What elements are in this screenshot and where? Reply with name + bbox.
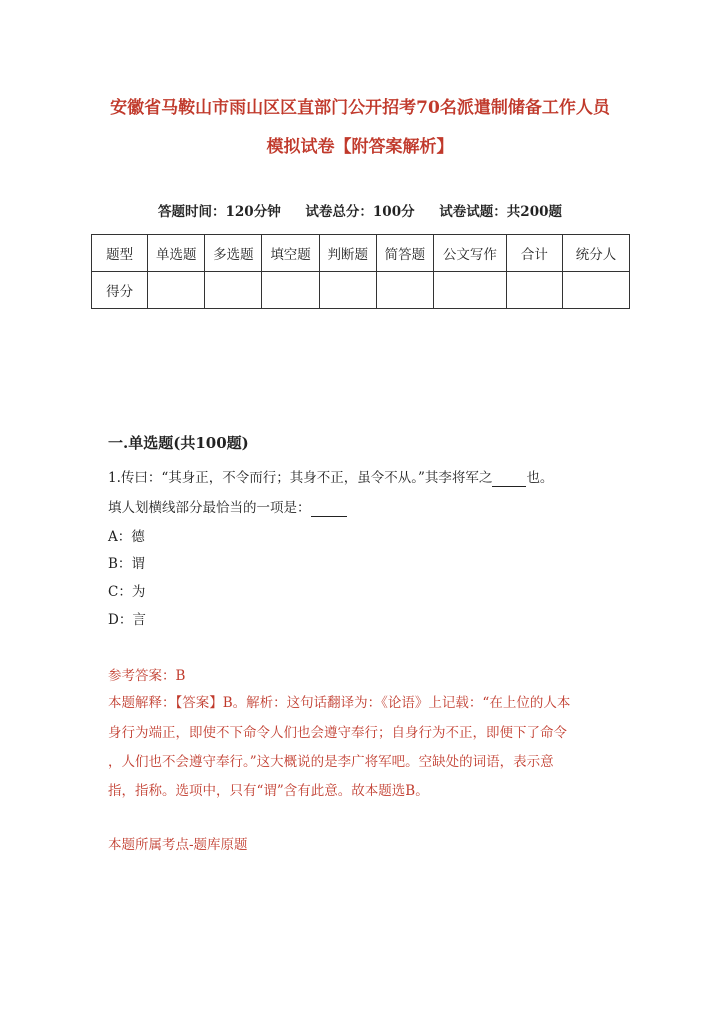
question-prompt: 填人划横线部分最恰当的一项是： [108,500,311,516]
score-header-cell: 填空题 [262,235,319,272]
score-header-cell: 多选题 [205,235,262,272]
score-cell [205,272,262,309]
explanation-line: 指，指称。选项中，只有“谓”含有此意。故本题选B。 [108,783,429,799]
exam-question-count: 试卷试题：共200题 [439,204,562,220]
option-d: D：言 [108,612,146,628]
answer-blank [311,500,347,517]
exam-meta [0,200,720,220]
section-title: 一.单选题(共100题) [108,434,249,452]
score-header-cell: 合计 [506,235,562,272]
score-header-cell: 判断题 [319,235,376,272]
exam-title-line1: 安徽省马鞍山市雨山区区直部门公开招考70名派遣制储备工作人员 [110,98,610,118]
score-table-header-row [92,235,630,272]
score-header-cell: 简答题 [376,235,433,272]
question-stem-line1 [108,466,553,487]
option-b: B：谓 [108,556,145,572]
score-cell [376,272,433,309]
score-header-cell: 公文写作 [433,235,506,272]
score-table-score-row [92,272,630,309]
score-row-label: 得分 [92,272,148,309]
score-header-cell: 单选题 [148,235,205,272]
score-header-cell: 统分人 [562,235,629,272]
explanation-line: 身行为端正，即使不下命令人们也会遵守奉行；自身行为不正，即便下了命令 [108,725,567,741]
score-cell [506,272,562,309]
exam-total-score: 试卷总分：100分 [305,204,415,220]
score-cell [433,272,506,309]
explanation-line: 本题解释：【答案】B。解析：这句话翻译为：《论语》上记载：“在上位的人本 [108,695,571,711]
score-cell [562,272,629,309]
score-cell [148,272,205,309]
reference-answer: 参考答案：B [108,668,186,684]
option-c: C：为 [108,584,146,600]
question-stem-line2 [108,496,347,517]
option-a: A：德 [108,529,145,545]
score-cell [262,272,319,309]
question-stem-prefix: 1.传曰：“其身正，不令而行；其身不正，虽令不从。”其李将军之 [108,470,493,486]
score-header-cell: 题型 [92,235,148,272]
question-stem-suffix: 也。 [526,470,554,486]
score-table [91,234,630,309]
answer-blank [492,470,526,487]
exam-title-line2: 模拟试卷【附答案解析】 [266,137,454,157]
explanation-line: ，人们也不会遵守奉行。”这大概说的是李广将军吧。空缺处的词语，表示意 [108,754,554,770]
exam-time: 答题时间：120分钟 [158,204,281,220]
question-source: 本题所属考点-题库原题 [108,837,248,853]
score-cell [319,272,376,309]
